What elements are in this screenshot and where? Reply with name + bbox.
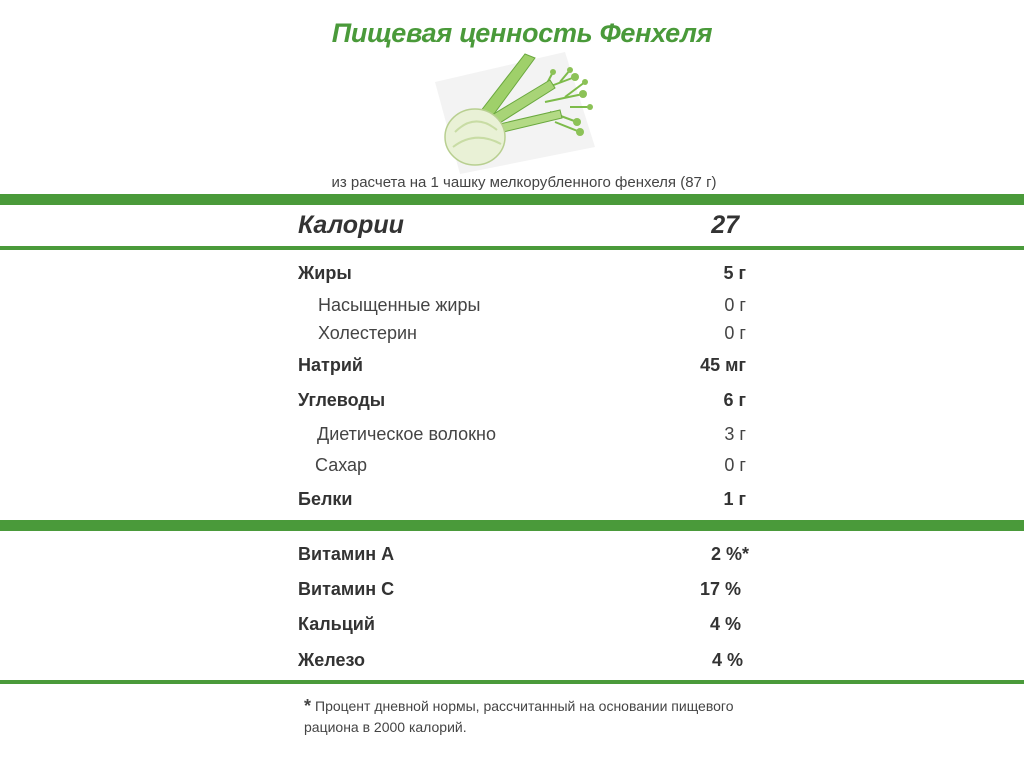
vitamin-label: Витамин A — [298, 544, 395, 564]
divider-bottom — [0, 680, 1024, 684]
footnote-text: Процент дневной нормы, рассчитанный на основании пищевого рациона в 2000 калорий. — [304, 698, 734, 735]
calories-value: 27 — [711, 211, 739, 239]
vitamin-value: 2 %* — [710, 544, 749, 564]
nutrient-value: 6 г — [723, 390, 746, 410]
nutrient-label: Углеводы — [298, 390, 386, 410]
nutrient-label: Сахар — [315, 455, 368, 475]
nutrient-value: 0 г — [724, 455, 746, 475]
divider-top — [0, 194, 1024, 205]
nutrient-label: Холестерин — [318, 323, 417, 343]
footnote — [304, 696, 764, 738]
vitamin-value: 4 % — [711, 650, 743, 670]
nutrient-label: Диетическое волокно — [317, 424, 496, 444]
serving-description: из расчета на 1 чашку мелкорубленного фенхеля (87 г) — [331, 174, 717, 191]
nutrient-value: 5 г — [723, 263, 746, 283]
nutrient-value: 0 г — [724, 323, 746, 343]
vitamin-value: 17 % — [699, 579, 741, 599]
fennel-bulb-icon — [425, 52, 595, 174]
calories-label: Калории — [298, 211, 404, 239]
nutrient-label: Натрий — [298, 355, 363, 375]
vitamin-label: Железо — [298, 650, 365, 670]
vitamin-label: Витамин C — [298, 579, 395, 599]
nutrient-value: 45 мг — [700, 355, 746, 375]
vitamin-value: 4 % — [709, 614, 741, 634]
footnote-asterisk: * — [304, 696, 312, 716]
nutrient-label: Жиры — [298, 263, 352, 283]
nutrient-value: 1 г — [723, 489, 746, 509]
divider-nutrients — [0, 520, 1024, 531]
page-title: Пищевая ценность Фенхеля — [331, 18, 713, 48]
nutrient-label: Белки — [298, 489, 353, 509]
nutrient-label: Насыщенные жиры — [318, 295, 481, 315]
vitamin-label: Кальций — [298, 614, 375, 634]
nutrient-value: 3 г — [724, 424, 746, 444]
divider-calories — [0, 246, 1024, 250]
nutrient-value: 0 г — [724, 295, 746, 315]
